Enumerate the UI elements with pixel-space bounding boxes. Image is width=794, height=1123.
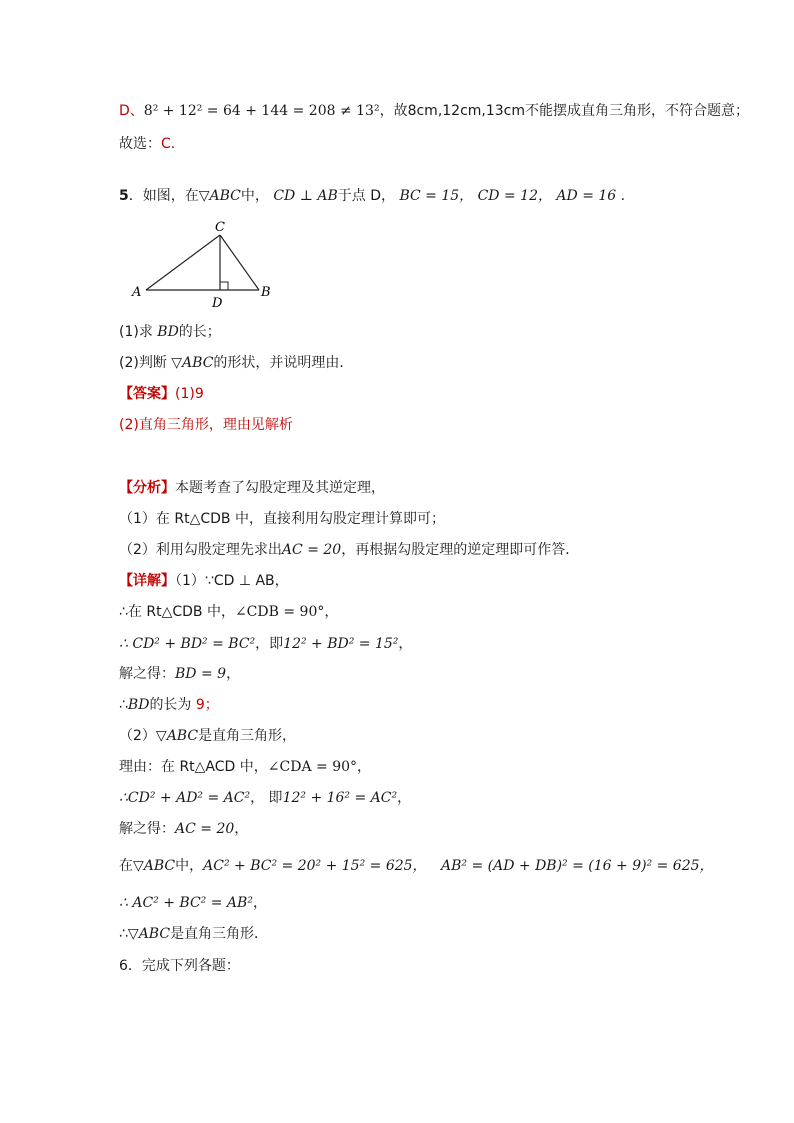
detail-s9-b: AC = 20 [175, 821, 235, 837]
detail-s10-d: AC² + BC² = 20² + 15² = 625， [203, 858, 427, 874]
q5-text-b: 中， [240, 188, 269, 204]
option-d-sep: 、 [129, 103, 144, 119]
vertex-c-label: C [215, 220, 225, 235]
sub-question-1 [119, 322, 221, 342]
analysis-l1: （1）在 Rt△CDB 中，直接利用勾股定理计算即可； [119, 511, 445, 527]
detail-s9-a: 解之得： [119, 821, 175, 837]
detail-line-9 [119, 819, 248, 839]
detail-s1: （1）∵CD ⊥ AB， [175, 573, 289, 589]
answer-2: (2)直角三角形，理由见解析 [119, 417, 293, 433]
detail-line-5 [119, 695, 219, 715]
detail-s5-a: ∴ [119, 697, 128, 713]
q5-triangle: ▽ABC [198, 188, 241, 204]
detail-line-7 [119, 757, 371, 777]
q6-text: 6．完成下列各题： [119, 958, 240, 974]
analysis-tag: 【分析】 [119, 480, 175, 496]
detail-s12-c: 是直角三角形． [170, 926, 269, 942]
option-d-label: D [119, 103, 130, 119]
option-d-equation: 8² + 12² = 64 + 144 = 208 ≠ 13² [143, 103, 380, 119]
detail-s8-d: ， [397, 790, 412, 806]
detail-s10-e: AB² = (AD + DB)² = (16 + 9)² = 625， [441, 858, 714, 874]
vertex-a-label: A [132, 285, 142, 300]
detail-s6-c: 是直角三角形， [198, 728, 297, 744]
detail-s2-b: ∠CDB = 90°， [234, 604, 339, 620]
detail-s7-a: 理由：在 Rt△ACD 中， [119, 759, 268, 775]
detail-line-2 [119, 602, 338, 622]
detail-s4-c: ， [226, 666, 241, 682]
option-d-text: ，故8cm,12cm,13cm不能摆成直角三角形，不符合题意； [379, 103, 750, 119]
detail-s10-c: 中， [175, 858, 204, 874]
choose-answer: C. [161, 136, 176, 152]
sub-question-2 [119, 353, 353, 373]
detail-s11-b: ， [252, 895, 267, 911]
detail-s2-a: ∴在 Rt△CDB 中， [119, 604, 235, 620]
detail-s4-a: 解之得： [119, 666, 175, 682]
detail-s3-b: ，即 [255, 636, 284, 652]
detail-s9-c: ， [234, 821, 249, 837]
analysis-text: 本题考查了勾股定理及其逆定理， [175, 480, 385, 496]
analysis-l2-a: （2）利用勾股定理先求出 [119, 542, 282, 558]
detail-s12-a: ∴ [119, 926, 128, 942]
detail-line-4 [119, 664, 240, 684]
sub1-prefix: (1)求 [119, 324, 158, 340]
detail-line-8 [119, 788, 411, 808]
analysis-point-2 [119, 540, 579, 560]
detail-s6-b: ▽ABC [155, 728, 199, 744]
question-5 [119, 186, 625, 206]
detail-s3-c: 12² + BD² = 15² [283, 636, 399, 652]
vertex-b-label: B [261, 285, 271, 300]
detail-line-1 [119, 571, 289, 591]
sub1-var: BD [157, 324, 179, 340]
analysis-l2-b: ，再根据勾股定理的逆定理即可作答． [341, 542, 580, 558]
choose-line [119, 134, 175, 154]
detail-s7-b: ∠CDA = 90° [267, 759, 358, 775]
detail-s11-a: ∴ AC² + BC² = AB² [119, 895, 253, 911]
detail-s8-b: ， 即 [250, 790, 283, 806]
detail-s8-c: 12² + 16² = AC² [282, 790, 398, 806]
detail-s12-b: ▽ABC [127, 926, 171, 942]
detail-s3-a: ∴ CD² + BD² = BC² [119, 636, 256, 652]
question-number: 5 [119, 188, 129, 204]
analysis-point-1 [119, 509, 445, 529]
question-6 [119, 956, 240, 976]
sub2-triangle: ▽ABC [171, 355, 214, 371]
detail-s5-b: BD [127, 697, 150, 713]
detail-s4-b: BD = 9 [175, 666, 227, 682]
triangle-figure [128, 214, 288, 310]
detail-tag: 【详解】 [119, 573, 175, 589]
analysis-line [119, 478, 385, 498]
detail-s3-d: ， [398, 636, 413, 652]
detail-line-10 [119, 856, 714, 876]
point-d-label: D [212, 296, 223, 310]
detail-s7-c: ， [357, 759, 372, 775]
sub1-suffix: 的长； [178, 324, 221, 340]
detail-s10-b: ▽ABC [133, 858, 176, 874]
sub2-prefix: (2)判断 [119, 355, 172, 371]
detail-s8-a: ∴CD² + AD² = AC² [119, 790, 251, 806]
detail-s10-a: 在 [119, 858, 133, 874]
option-d-line [119, 101, 749, 121]
answer-line-2 [119, 415, 293, 435]
detail-line-6 [119, 726, 296, 746]
q5-text-a: ．如图，在 [128, 188, 199, 204]
q5-text-c: 于点 D， [337, 188, 395, 204]
detail-line-11 [119, 893, 267, 913]
analysis-l2-eq: AC = 20 [281, 542, 342, 558]
choose-prefix: 故选： [119, 136, 161, 152]
answer-1: (1)9 [175, 386, 204, 402]
q5-condition: CD ⊥ AB [273, 188, 338, 204]
detail-line-3 [119, 634, 412, 654]
sub2-suffix: 的形状，并说明理由． [213, 355, 354, 371]
q5-values: BC = 15， CD = 12， AD = 16 . [399, 188, 626, 204]
answer-line-1 [119, 384, 204, 404]
detail-line-12 [119, 924, 268, 944]
answer-tag: 【答案】 [119, 386, 175, 402]
detail-s5-c: 的长为 [149, 697, 196, 713]
detail-s5-d: 9； [195, 697, 219, 713]
detail-s6-a: （2） [119, 728, 156, 744]
